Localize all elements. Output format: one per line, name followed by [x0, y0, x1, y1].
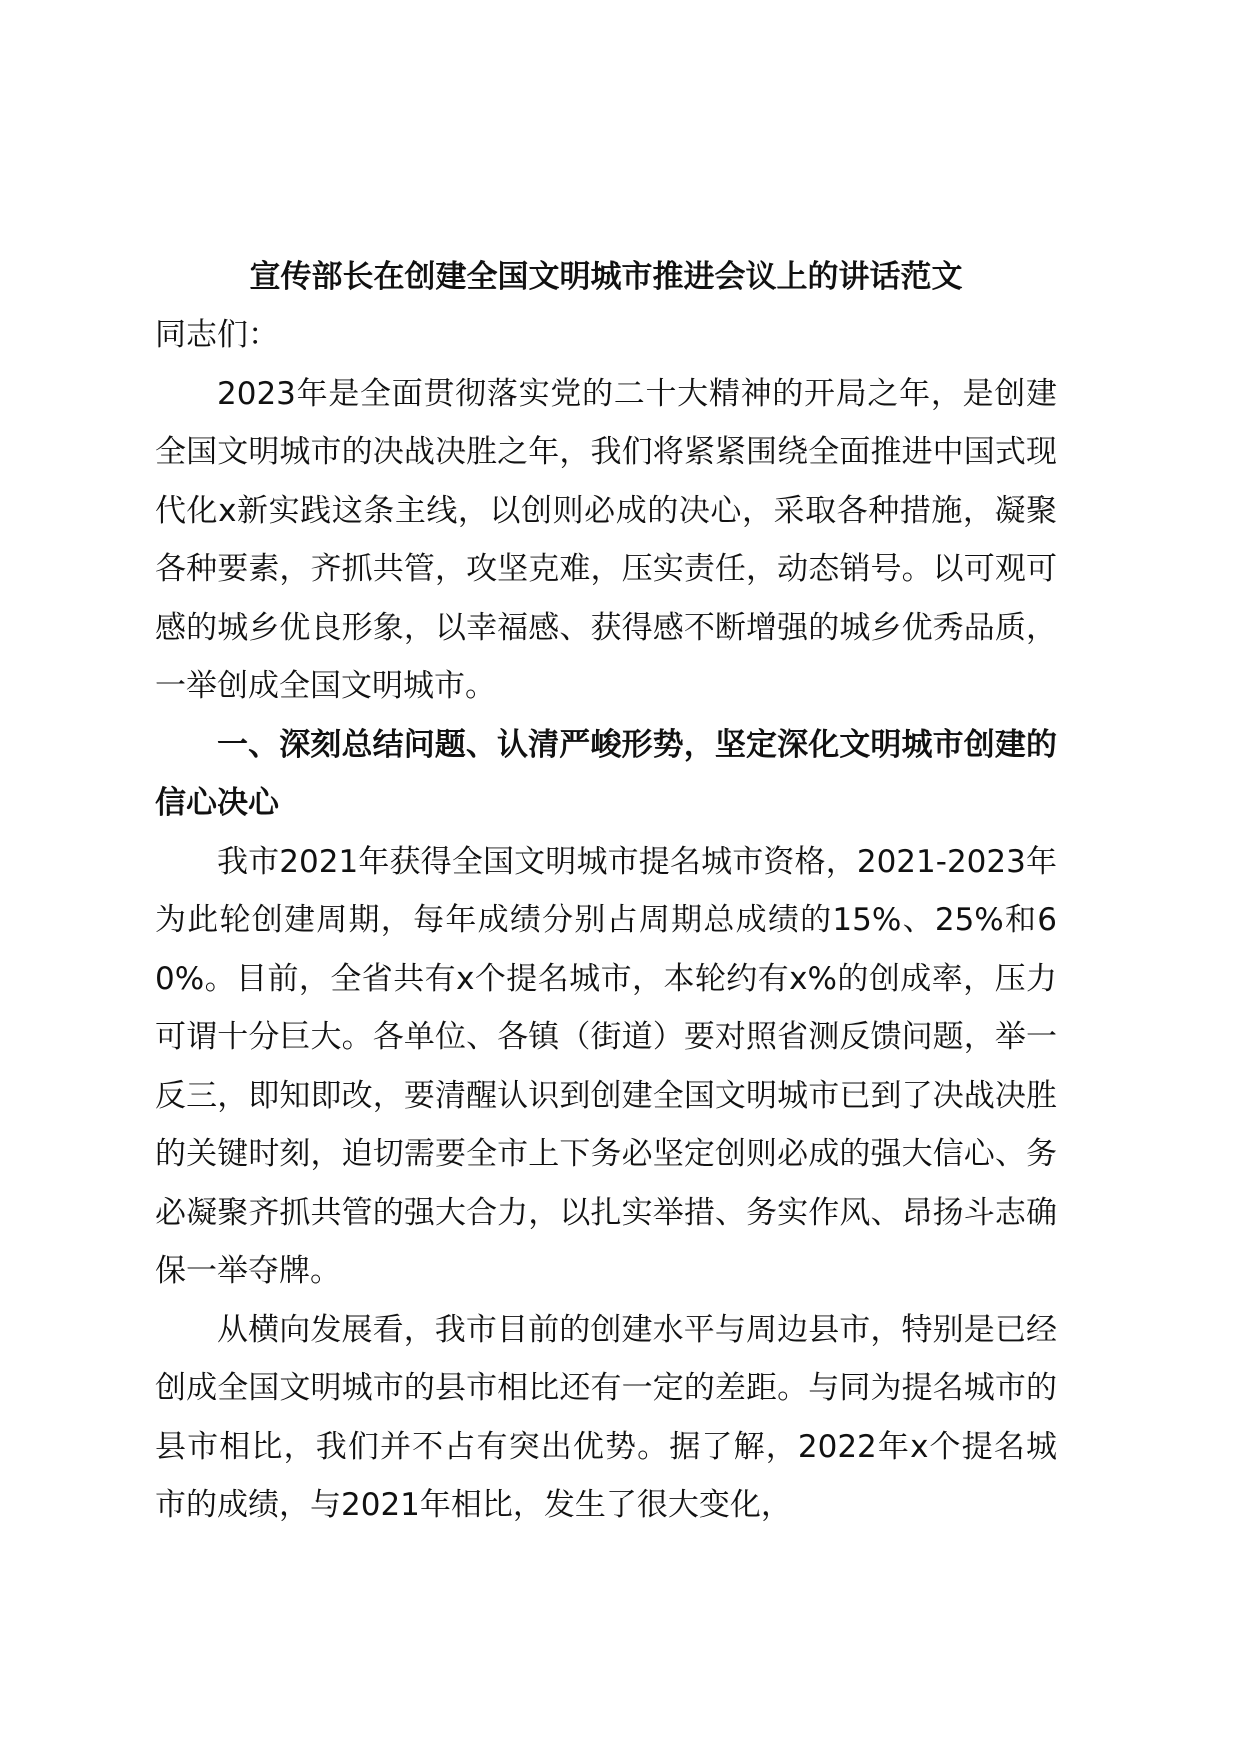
- paragraph-comparison: 从横向发展看，我市目前的创建水平与周边县市，特别是已经创成全国文明城市的县市相比还有一定的差距。与同为提名城市的县市相比，我们并不占有突出优势。据了解，2022年x个提名城市的成绩，与2021年相比，发生了很大变化，: [155, 1311, 1057, 1523]
- document-title: 宣传部长在创建全国文明城市推进会议上的讲话范文: [249, 259, 963, 295]
- section-heading-1: 一、深刻总结问题、认清严峻形势，坚定深化文明城市创建的信心决心: [155, 726, 1057, 821]
- paragraph-intro: 2023年是全面贯彻落实党的二十大精神的开局之年，是创建全国文明城市的决战决胜之年，我们将紧紧围绕全面推进中国式现代化x新实践这条主线，以创则必成的决心，采取各种措施，凝聚各种要素，齐抓共管，攻坚克难，压实责任，动态销号。以可观可感的城乡优良形象，以幸福感、获得感不断增强的城乡优秀品质，一举创成全国文明城市。: [155, 375, 1057, 704]
- document-body: [155, 248, 1057, 1535]
- paragraph-nomination: 我市2021年获得全国文明城市提名城市资格，2021-2023年为此轮创建周期，每年成绩分别占周期总成绩的15%、25%和60%。目前，全省共有x个提名城市，本轮约有x%的创成率，压力可谓十分巨大。各单位、各镇（街道）要对照省测反馈问题，举一反三，即知即改，要清醒认识到创建全国文明城市已到了决战决胜的关键时刻，迫切需要全市上下务必坚定创则必成的强大信心、务必凝聚齐抓共管的强大合力，以扎实举措、务实作风、昂扬斗志确保一举夺牌。: [155, 843, 1057, 1289]
- salutation: 同志们：: [155, 317, 279, 353]
